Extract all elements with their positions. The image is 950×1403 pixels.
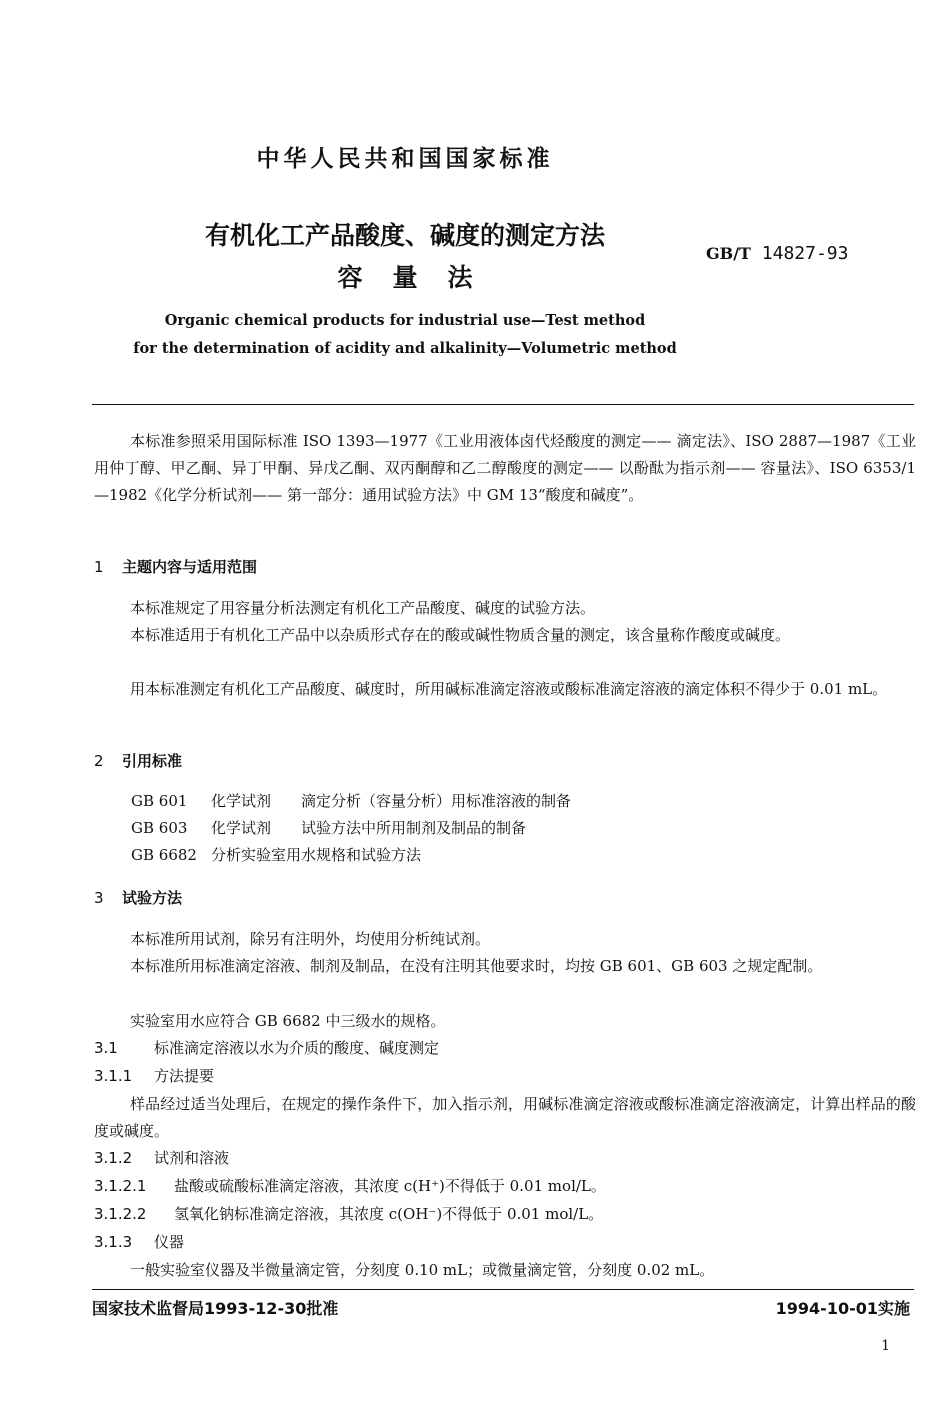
section-3-number: 3 bbox=[94, 889, 104, 907]
section-2-title: 引用标准 bbox=[122, 752, 183, 770]
subsection-3-1-1: 3.1.1 方法提要 bbox=[94, 1067, 215, 1085]
standard-code bbox=[706, 243, 848, 264]
subsection-3-1-1-paragraph: 样品经过适当处理后，在规定的操作条件下，加入指示剂，用碱标准滴定溶液或酸标准滴定溶液滴定，计算出样品的酸度或碱度。 bbox=[94, 1095, 916, 1140]
section-2-number: 2 bbox=[94, 752, 104, 770]
intro-paragraph: 本标准参照采用国际标准 ISO 1393—1977《工业用液体卤代烃酸度的测定—— 滴定法》、ISO 2887—1987《工业用仲丁醇、甲乙酮、异丁甲酮、异戊乙酮、双丙酮醇和乙二醇酸度的测定—— 以酚酞为指示剂—— 容量法》、ISO 6353/1—1982《化学分析试剂—— 第一部分：通用试验方法》中 GM 13“酸度和碱度”。 bbox=[94, 432, 916, 504]
subsection-3-1-2-1: 3.1.2.1 盐酸或硫酸标准滴定溶液，其浓度 c(H⁺)不得低于 0.01 mol/L。 bbox=[94, 1177, 606, 1195]
section-1-paragraph-3: 用本标准测定有机化工产品酸度、碱度时，所用碱标准滴定溶液或酸标准滴定溶液的滴定体积不得少于 0.01 mL。 bbox=[130, 680, 888, 698]
section-1-paragraph-1: 本标准规定了用容量分析法测定有机化工产品酸度、碱度的试验方法。 bbox=[130, 599, 596, 617]
section-3-paragraph-3: 实验室用水应符合 GB 6682 中三级水的规格。 bbox=[130, 1012, 446, 1030]
subsection-3-1-3: 3.1.3 仪器 bbox=[94, 1233, 185, 1251]
subtitle-chinese: 容量法 bbox=[337, 263, 503, 292]
reference-item: GB 601 化学试剂 滴定分析（容量分析）用标准溶液的制备 bbox=[131, 792, 572, 810]
section-1-paragraph-2: 本标准适用于有机化工产品中以杂质形式存在的酸或碱性物质含量的测定，该含量称作酸度或碱度。 bbox=[130, 626, 791, 644]
title-chinese: 有机化工产品酸度、碱度的测定方法 bbox=[204, 221, 605, 250]
reference-item: GB 6682 分析实验室用水规格和试验方法 bbox=[131, 846, 422, 864]
section-1-title: 主题内容与适用范围 bbox=[122, 558, 258, 576]
section-3-heading bbox=[94, 887, 182, 908]
section-1-number: 1 bbox=[94, 558, 104, 576]
standard-number: 14827-93 bbox=[761, 243, 849, 264]
national-standard-heading: 中华人民共和国国家标准 bbox=[256, 146, 554, 172]
subsection-3-1-2-2: 3.1.2.2 氢氧化钠标准滴定溶液，其浓度 c(OH⁻)不得低于 0.01 mol/L。 bbox=[94, 1205, 604, 1223]
standard-prefix: GB/T bbox=[706, 244, 751, 263]
section-1-heading bbox=[94, 556, 257, 577]
title-english-line1: Organic chemical products for industrial use—Test method bbox=[164, 312, 646, 329]
effective-date: 1994-10-01实施 bbox=[775, 1299, 910, 1318]
title-english-line2: for the determination of acidity and alkalinity—Volumetric method bbox=[133, 340, 677, 357]
reference-item: GB 603 化学试剂 试验方法中所用制剂及制品的制备 bbox=[131, 819, 527, 837]
section-3-paragraph-2: 本标准所用标准滴定溶液、制剂及制品，在没有注明其他要求时，均按 GB 601、GB 603 之规定配制。 bbox=[130, 957, 823, 975]
subsection-3-1-3-paragraph: 一般实验室仪器及半微量滴定管，分刻度 0.10 mL；或微量滴定管，分刻度 0.02 mL。 bbox=[130, 1261, 715, 1279]
section-3-paragraph-1: 本标准所用试剂，除另有注明外，均使用分析纯试剂。 bbox=[130, 930, 491, 948]
footer-divider bbox=[92, 1289, 914, 1290]
page-number: 1 bbox=[881, 1338, 890, 1354]
header-divider bbox=[92, 404, 914, 405]
approval-line: 国家技术监督局1993-12-30批准 bbox=[92, 1299, 339, 1318]
section-2-heading bbox=[94, 750, 182, 771]
subsection-3-1-2: 3.1.2 试剂和溶液 bbox=[94, 1149, 230, 1167]
subsection-3-1: 3.1 标准滴定溶液以水为介质的酸度、碱度测定 bbox=[94, 1039, 440, 1057]
section-3-title: 试验方法 bbox=[122, 889, 183, 907]
